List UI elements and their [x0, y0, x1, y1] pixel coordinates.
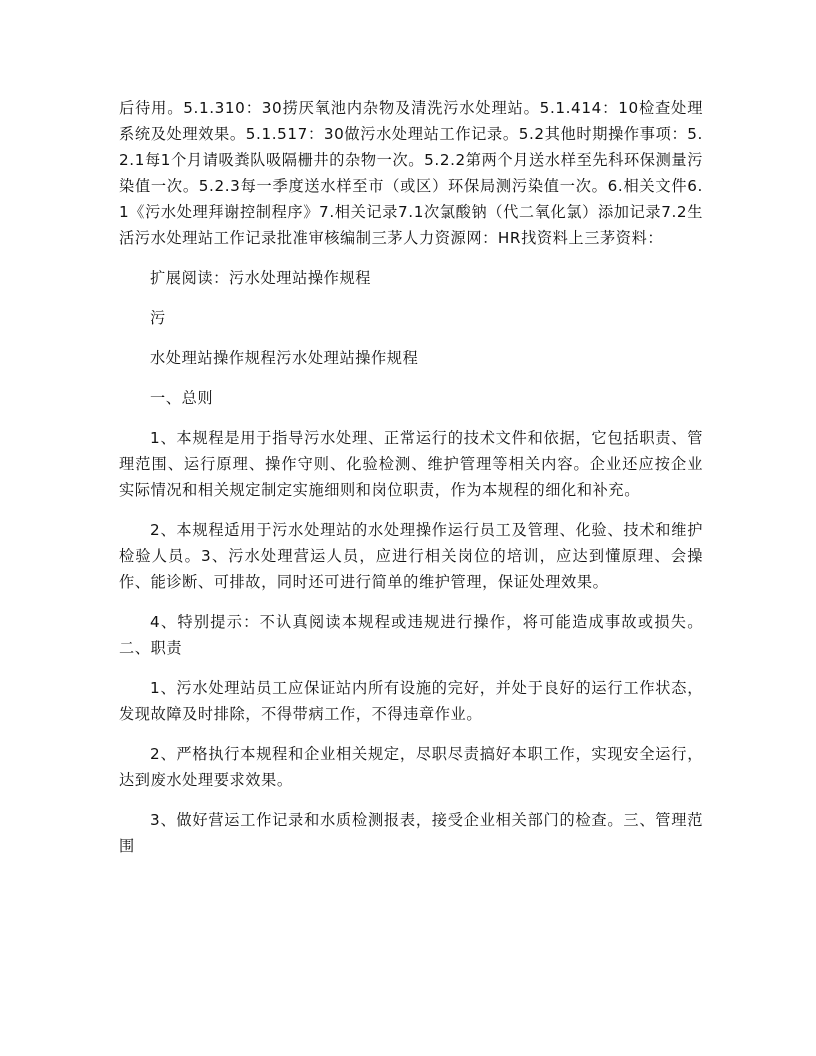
paragraph-fragment: 污	[150, 309, 166, 327]
paragraph-duty-3: 3、做好营运工作记录和水质检测报表，接受企业相关部门的检查。三、管理范围	[119, 811, 703, 855]
section-title: 水处理站操作规程污水处理站操作规程	[150, 349, 419, 367]
paragraph-rule-4: 4、特别提示：不认真阅读本规程或违规进行操作，将可能造成事故或损失。二、职责	[119, 613, 703, 657]
paragraph-duty-1: 1、污水处理站员工应保证站内所有设施的完好，并处于良好的运行工作状态，发现故障及时排除，不得带病工作，不得违章作业。	[119, 679, 703, 723]
paragraph-rule-1: 1、本规程是用于指导污水处理、正常运行的技术文件和依据，它包括职责、管理范围、运行原理、操作守则、化验检测、维护管理等相关内容。企业还应按企业实际情况和相关规定制定实施细则和岗位职责，作为本规程的细化和补充。	[119, 429, 703, 499]
heading-general-rules: 一、总则	[150, 389, 214, 407]
paragraph-rule-2-3: 2、本规程适用于污水处理站的水处理操作运行员工及管理、化验、技术和维护检验人员。3、污水处理营运人员，应进行相关岗位的培训，应达到懂原理、会操作、能诊断、可排故，同时还可进行简单的维护管理，保证处理效果。	[119, 521, 703, 591]
paragraph-extended-reading: 扩展阅读：污水处理站操作规程	[150, 269, 372, 287]
paragraph-operation-schedule: 后待用。5.1.310：30捞厌氧池内杂物及清洗污水处理站。5.1.414：10检查处理系统及处理效果。5.1.517：30做污水处理站工作记录。5.2其他时期操作事项：5.2.1每1个月请吸粪队吸隔栅井的杂物一次。5.2.2第两个月送水样至先科环保测量污染值一次。5.2.3每一季度送水样至市（或区）环保局测污染值一次。6.相关文件6.1《污水处理拜谢控制程序》7.相关记录7.1次氯酸钠（代二氧化氯）添加记录7.2生活污水处理站工作记录批准审核编制三茅人力资源网：HR找资料上三茅资料：	[119, 99, 703, 247]
paragraph-duty-2: 2、严格执行本规程和企业相关规定，尽职尽责搞好本职工作，实现安全运行，达到废水处理要求效果。	[119, 745, 703, 789]
document-body	[119, 95, 703, 859]
